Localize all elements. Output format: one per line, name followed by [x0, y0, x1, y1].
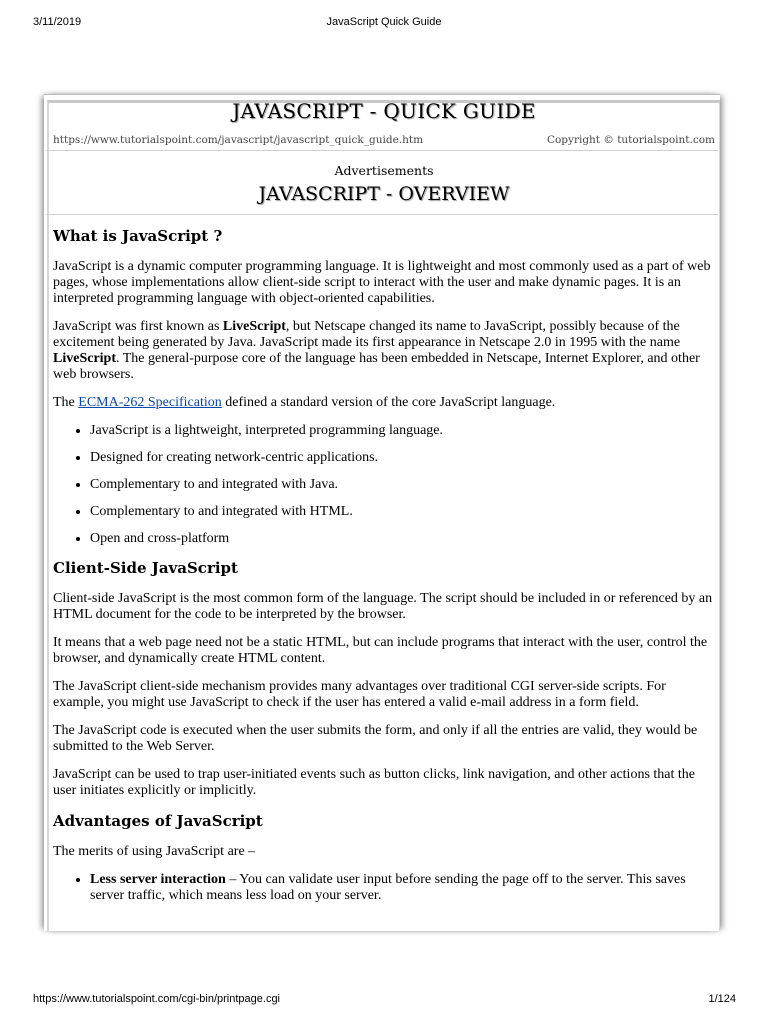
paragraph: Client-side JavaScript is the most common form of the language. The script should be included in or referenced by an HTML document for the code to be interpreted by the browser.	[53, 591, 713, 622]
print-date: 3/11/2019	[33, 16, 82, 28]
paragraph: The JavaScript client-side mechanism provides many advantages over traditional CGI server-side scripts. For example, you might use JavaScript to check if the user has entered a valid e-mail address in a form field.	[53, 679, 666, 710]
copyright: Copyright © tutorialspoint.com	[546, 134, 715, 146]
list-item: • JavaScript is a lightweight, interpreted programming language.	[90, 423, 715, 439]
advertisements-label: Advertisements	[334, 163, 434, 178]
text-span: . The general-purpose core of the language has been embedded in Netscape, Internet Explorer, and other web browsers.	[53, 351, 700, 382]
advantages-list	[53, 872, 715, 904]
divider	[46, 150, 718, 151]
heading-client-side-javascript: Client-Side JavaScript	[53, 559, 238, 577]
heading-advantages: Advantages of JavaScript	[53, 812, 263, 830]
bold-term: LiveScript	[222, 319, 286, 334]
document-title: JAVASCRIPT - QUICK GUIDE	[232, 99, 536, 123]
bold-term: Less server interaction	[90, 872, 226, 887]
list-item: • Complementary to and integrated with Java.	[90, 477, 715, 493]
paragraph: It means that a web page need not be a static HTML, but can include programs that interact with the user, control the browser, and dynamically create HTML content.	[53, 635, 708, 666]
ecma-spec-link[interactable]: ECMA-262 Specification	[78, 395, 222, 410]
article-content	[53, 226, 715, 915]
print-url: https://www.tutorialspoint.com/cgi-bin/printpage.cgi	[33, 993, 281, 1005]
text-span: The	[53, 395, 79, 410]
heading-what-is-javascript: What is JavaScript ?	[53, 227, 223, 245]
list-item: • Designed for creating network-centric applications.	[90, 450, 715, 466]
divider	[46, 214, 718, 215]
section-title: JAVASCRIPT - OVERVIEW	[258, 183, 510, 205]
text-span: JavaScript was first known as	[53, 319, 223, 334]
bold-term: LiveScript	[53, 351, 116, 366]
print-title: JavaScript Quick Guide	[326, 16, 442, 28]
paragraph	[53, 395, 715, 411]
list-item: • Open and cross-platform	[90, 531, 715, 547]
source-url: https://www.tutorialspoint.com/javascript/javascript_quick_guide.htm	[53, 134, 424, 146]
paragraph: The merits of using JavaScript are –	[53, 844, 256, 859]
text-span: , but Netscape changed its name to JavaScript, possibly because of the excitement being generated by Java. JavaScript made its first appearance in Netscape 2.0 in 1995 with the name	[53, 319, 681, 350]
list-item: • Complementary to and integrated with HTML.	[90, 504, 715, 520]
text-span: – You can validate user input before sending the page off to the server. This saves server traffic, which means less load on your server.	[90, 872, 686, 903]
paragraph: The JavaScript code is executed when the user submits the form, and only if all the entries are valid, they would be submitted to the Web Server.	[53, 723, 698, 754]
page-number: 1/124	[708, 993, 736, 1005]
feature-list	[53, 423, 715, 547]
paragraph: JavaScript can be used to trap user-initiated events such as button clicks, link navigation, and other actions that the user initiates explicitly or implicitly.	[53, 767, 695, 798]
paragraph	[53, 319, 715, 383]
paragraph: JavaScript is a dynamic computer programming language. It is lightweight and most commonly used as a part of web pages, whose implementations allow client-side script to interact with the user and make dynamic pages. It is an interpreted programming language with object-oriented capabilities.	[53, 259, 711, 306]
text-span: defined a standard version of the core JavaScript language.	[221, 395, 556, 410]
list-item	[90, 872, 715, 904]
